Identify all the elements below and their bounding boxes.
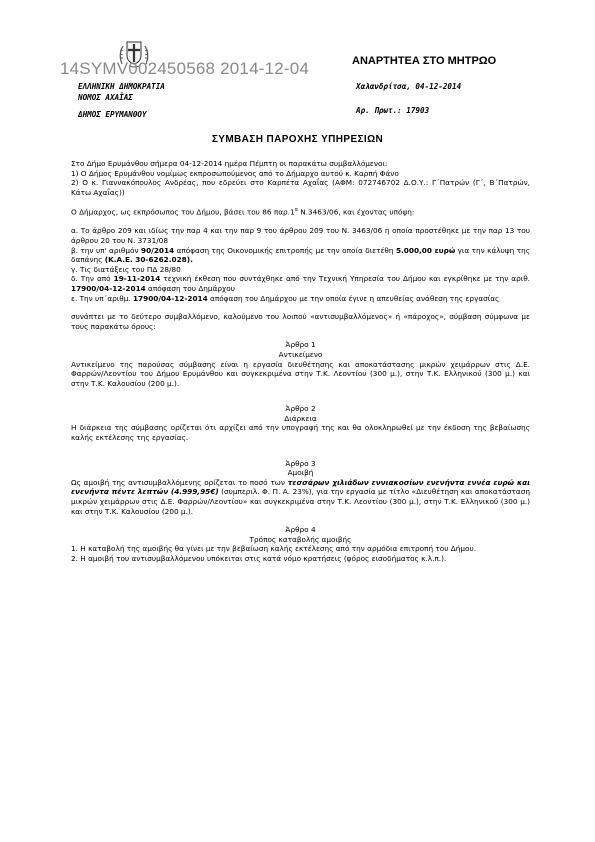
text-run: 1) Ο Δήμος Ερυμάνθου νομίμως εκπροσωπούμενος από το Δήμαρχο αυτού κ. Καρπή Φάνο bbox=[71, 168, 399, 178]
paragraph bbox=[71, 226, 530, 245]
document-title: ΣΥΜΒΑΣΗ ΠΑΡΟΧΗΣ ΥΠΗΡΕΣΙΩΝ bbox=[211, 134, 384, 145]
text-run: τεχνική έκθεση που συντάχθηκε από την Τεχνική Υπηρεσία του Δήμου και εγκρίθηκε με την αριθ. bbox=[160, 274, 530, 284]
section-heading bbox=[71, 414, 530, 424]
text-run: ε. Την υπ΄αριθμ. bbox=[71, 293, 133, 303]
text-run: συνάπτει με το δεύτερο συμβαλλόμενο, καλούμενο του λοιπού «αντισυμβαλλόμενος» ή «πάροχος», σύμβαση σύμφωνα με τους παρακάτω όρους: bbox=[71, 312, 530, 331]
authority-line-municipality: ΔΗΜΟΣ ΕΡΥΜΑΝΘΟΥ bbox=[78, 110, 147, 119]
text-run: Άρθρο 3 bbox=[285, 458, 316, 468]
place-and-date: Χαλανδρίτσα, 04-12-2014 bbox=[356, 82, 462, 91]
text-run: απόφαση της Οικονομικής επιτροπής με την οποία διετέθη bbox=[174, 245, 396, 255]
text-run: Στο Δήμο Ερυμάνθου σήμερα 04-12-2014 ημέρα Πέμπτη οι παρακάτω συμβαλλόμενοι: bbox=[71, 159, 388, 168]
paragraph bbox=[71, 312, 530, 331]
text-run: 17900/04-12-2014 bbox=[132, 293, 208, 303]
text-run: Αμοιβή bbox=[287, 468, 314, 478]
protocol-number: Αρ. Πρωτ.: 17903 bbox=[356, 106, 430, 115]
text-run: Ως αμοιβή της αντισυμβαλλόμενης ορίζεται το ποσό των bbox=[71, 477, 288, 487]
paragraph bbox=[71, 478, 530, 516]
text-run: 5.000,00 ευρώ bbox=[395, 245, 456, 255]
paragraph bbox=[71, 423, 530, 442]
paragraph bbox=[71, 169, 530, 179]
text-run: Διάρκεια bbox=[284, 413, 317, 423]
text-run: δ. Την από bbox=[71, 274, 114, 284]
text-run: 2) Ο κ. Γιαννακόπουλος Ανδρέας, που εδρεύει στο Καρπέτα Αχαΐας (ΑΦΜ: 072746702 Δ.Ο.Υ.: Γ΄Πατρών (Γ΄, Β΄Πατρών, Κάτω Αχαΐας)) bbox=[71, 178, 530, 197]
section-heading bbox=[71, 404, 530, 414]
contract-body bbox=[71, 159, 530, 564]
text-run: γ. Τις διατάξεις του ΠΔ 28/80 bbox=[71, 264, 181, 274]
text-run: Άρθρο 2 bbox=[285, 404, 316, 414]
text-run: απόφαση του Δημάρχου bbox=[145, 283, 235, 293]
paragraph bbox=[71, 294, 530, 304]
section-heading bbox=[71, 468, 530, 478]
paragraph bbox=[71, 544, 530, 554]
text-run: Ν.3463/06, και έχοντας υπόψη: bbox=[297, 207, 415, 217]
authority-line-republic: ΕΛΛΗΝΙΚΗ ΔΗΜΟΚΡΑΤΙΑ bbox=[78, 82, 165, 91]
text-run: Άρθρο 1 bbox=[285, 340, 316, 350]
text-run: Η διάρκεια της σύμβασης ορίζεται ότι αρχίζει από την υπογραφή της και θα ολοκληρωθεί με την έκδοση της βεβαίωσης καλής εκτέλεσης της εργασίας. bbox=[71, 423, 530, 443]
paragraph bbox=[71, 246, 530, 265]
paragraph bbox=[71, 554, 530, 564]
text-run: β. την υπ' αριθμόν bbox=[71, 245, 141, 255]
text-run: (συμπεριλ. Φ. Π. Α. 23%), για την εργασία με τίτλο «Διευθέτηση και αποκατάσταση μικρών χειμάρρων στις Δ.Ε. Φαρρών/Λεοντίου» και συγκεκριμένα στην Τ.Κ. Λεοντίου (300 μ.), στην Τ.Κ. Ελληνικού (300 μ.) και στην Τ.Κ. Καλουσίου (200 μ.). bbox=[71, 487, 530, 516]
text-run: α bbox=[294, 207, 298, 214]
text-run: Αντικείμενο bbox=[278, 349, 323, 359]
text-run: 19-11-2014 bbox=[113, 274, 161, 284]
text-run: Ο Δήμαρχος, ως εκπρόσωπος του Δήμου, βάσει του 86 παρ.1 bbox=[71, 207, 295, 217]
paragraph bbox=[71, 360, 530, 389]
paragraph bbox=[71, 274, 530, 293]
text-run: για την κάλυψη της δαπάνης bbox=[71, 245, 531, 265]
paragraph bbox=[71, 178, 530, 197]
text-run: 90/2014 bbox=[141, 245, 175, 255]
section-heading bbox=[71, 525, 530, 535]
text-run: τεσσάρων χιλιάδων εννιακοσίων ενενήντα εννέα ευρώ και ενενήντα πέντε λεπτών (4.999,95€) bbox=[71, 477, 530, 497]
paragraph bbox=[71, 265, 530, 275]
section-heading bbox=[71, 535, 530, 545]
paragraph bbox=[71, 206, 530, 217]
section-heading bbox=[71, 340, 530, 350]
text-run: απόφαση του Δημάρχου με την οποία έγινε η απευθείας ανάθεση της εργασίας bbox=[207, 293, 500, 303]
document-id-stamp: 14SYMV002450568 2014-12-04 bbox=[60, 59, 310, 78]
section-heading bbox=[71, 459, 530, 469]
text-run: Τρόπος καταβολής αμοιβής bbox=[249, 534, 352, 544]
text-run: 1. Η καταβολή της αμοιβής θα γίνει με την βεβαίωση καλής εκτέλεσης από την αρμόδια επιτροπή του Δήμου. bbox=[71, 544, 477, 554]
text-run: 2. Η αμοιβή του αντισυμβαλλόμενου υπόκειται στις κατά νόμο κρατήσεις (φόρος εισοδήματος κ.λ.π.). bbox=[71, 554, 447, 564]
section-heading bbox=[71, 350, 530, 360]
text-run: α. Το άρθρο 209 και ιδίως την παρ 4 και την παρ 9 του άρθρου 209 του Ν. 3463/06 η οποία προστέθηκε με την παρ 13 του άρθρου 20 του Ν. 3731/08 bbox=[71, 226, 530, 245]
text-run: (Κ.Α.Ε. 30-6262.028). bbox=[104, 255, 193, 265]
authority-line-prefecture: ΝΟΜΟΣ ΑΧΑΪΑΣ bbox=[78, 93, 133, 102]
text-run: Άρθρο 4 bbox=[285, 525, 316, 535]
text-run: Αντικείμενο της παρούσας σύμβασης είναι η εργασία διευθέτησης και αποκατάστασης μικρών χειμάρρων στις Δ.Ε. Φαρρών/Λεοντίου του Δήμου Ερυμάνθου και συγκεκριμένα στην Τ.Κ. Λεοντίου (300 μ.), στην Τ.Κ. Ελληνικού (300 μ.) και στην Τ.Κ. Καλουσίου (200 μ.). bbox=[71, 359, 530, 388]
registry-posting-heading: ΑΝΑΡΤΗΤΕΑ ΣΤΟ ΜΗΤΡΩΟ bbox=[352, 55, 497, 67]
paragraph bbox=[71, 159, 530, 169]
text-run: 17900/04-12-2014 bbox=[71, 283, 146, 293]
